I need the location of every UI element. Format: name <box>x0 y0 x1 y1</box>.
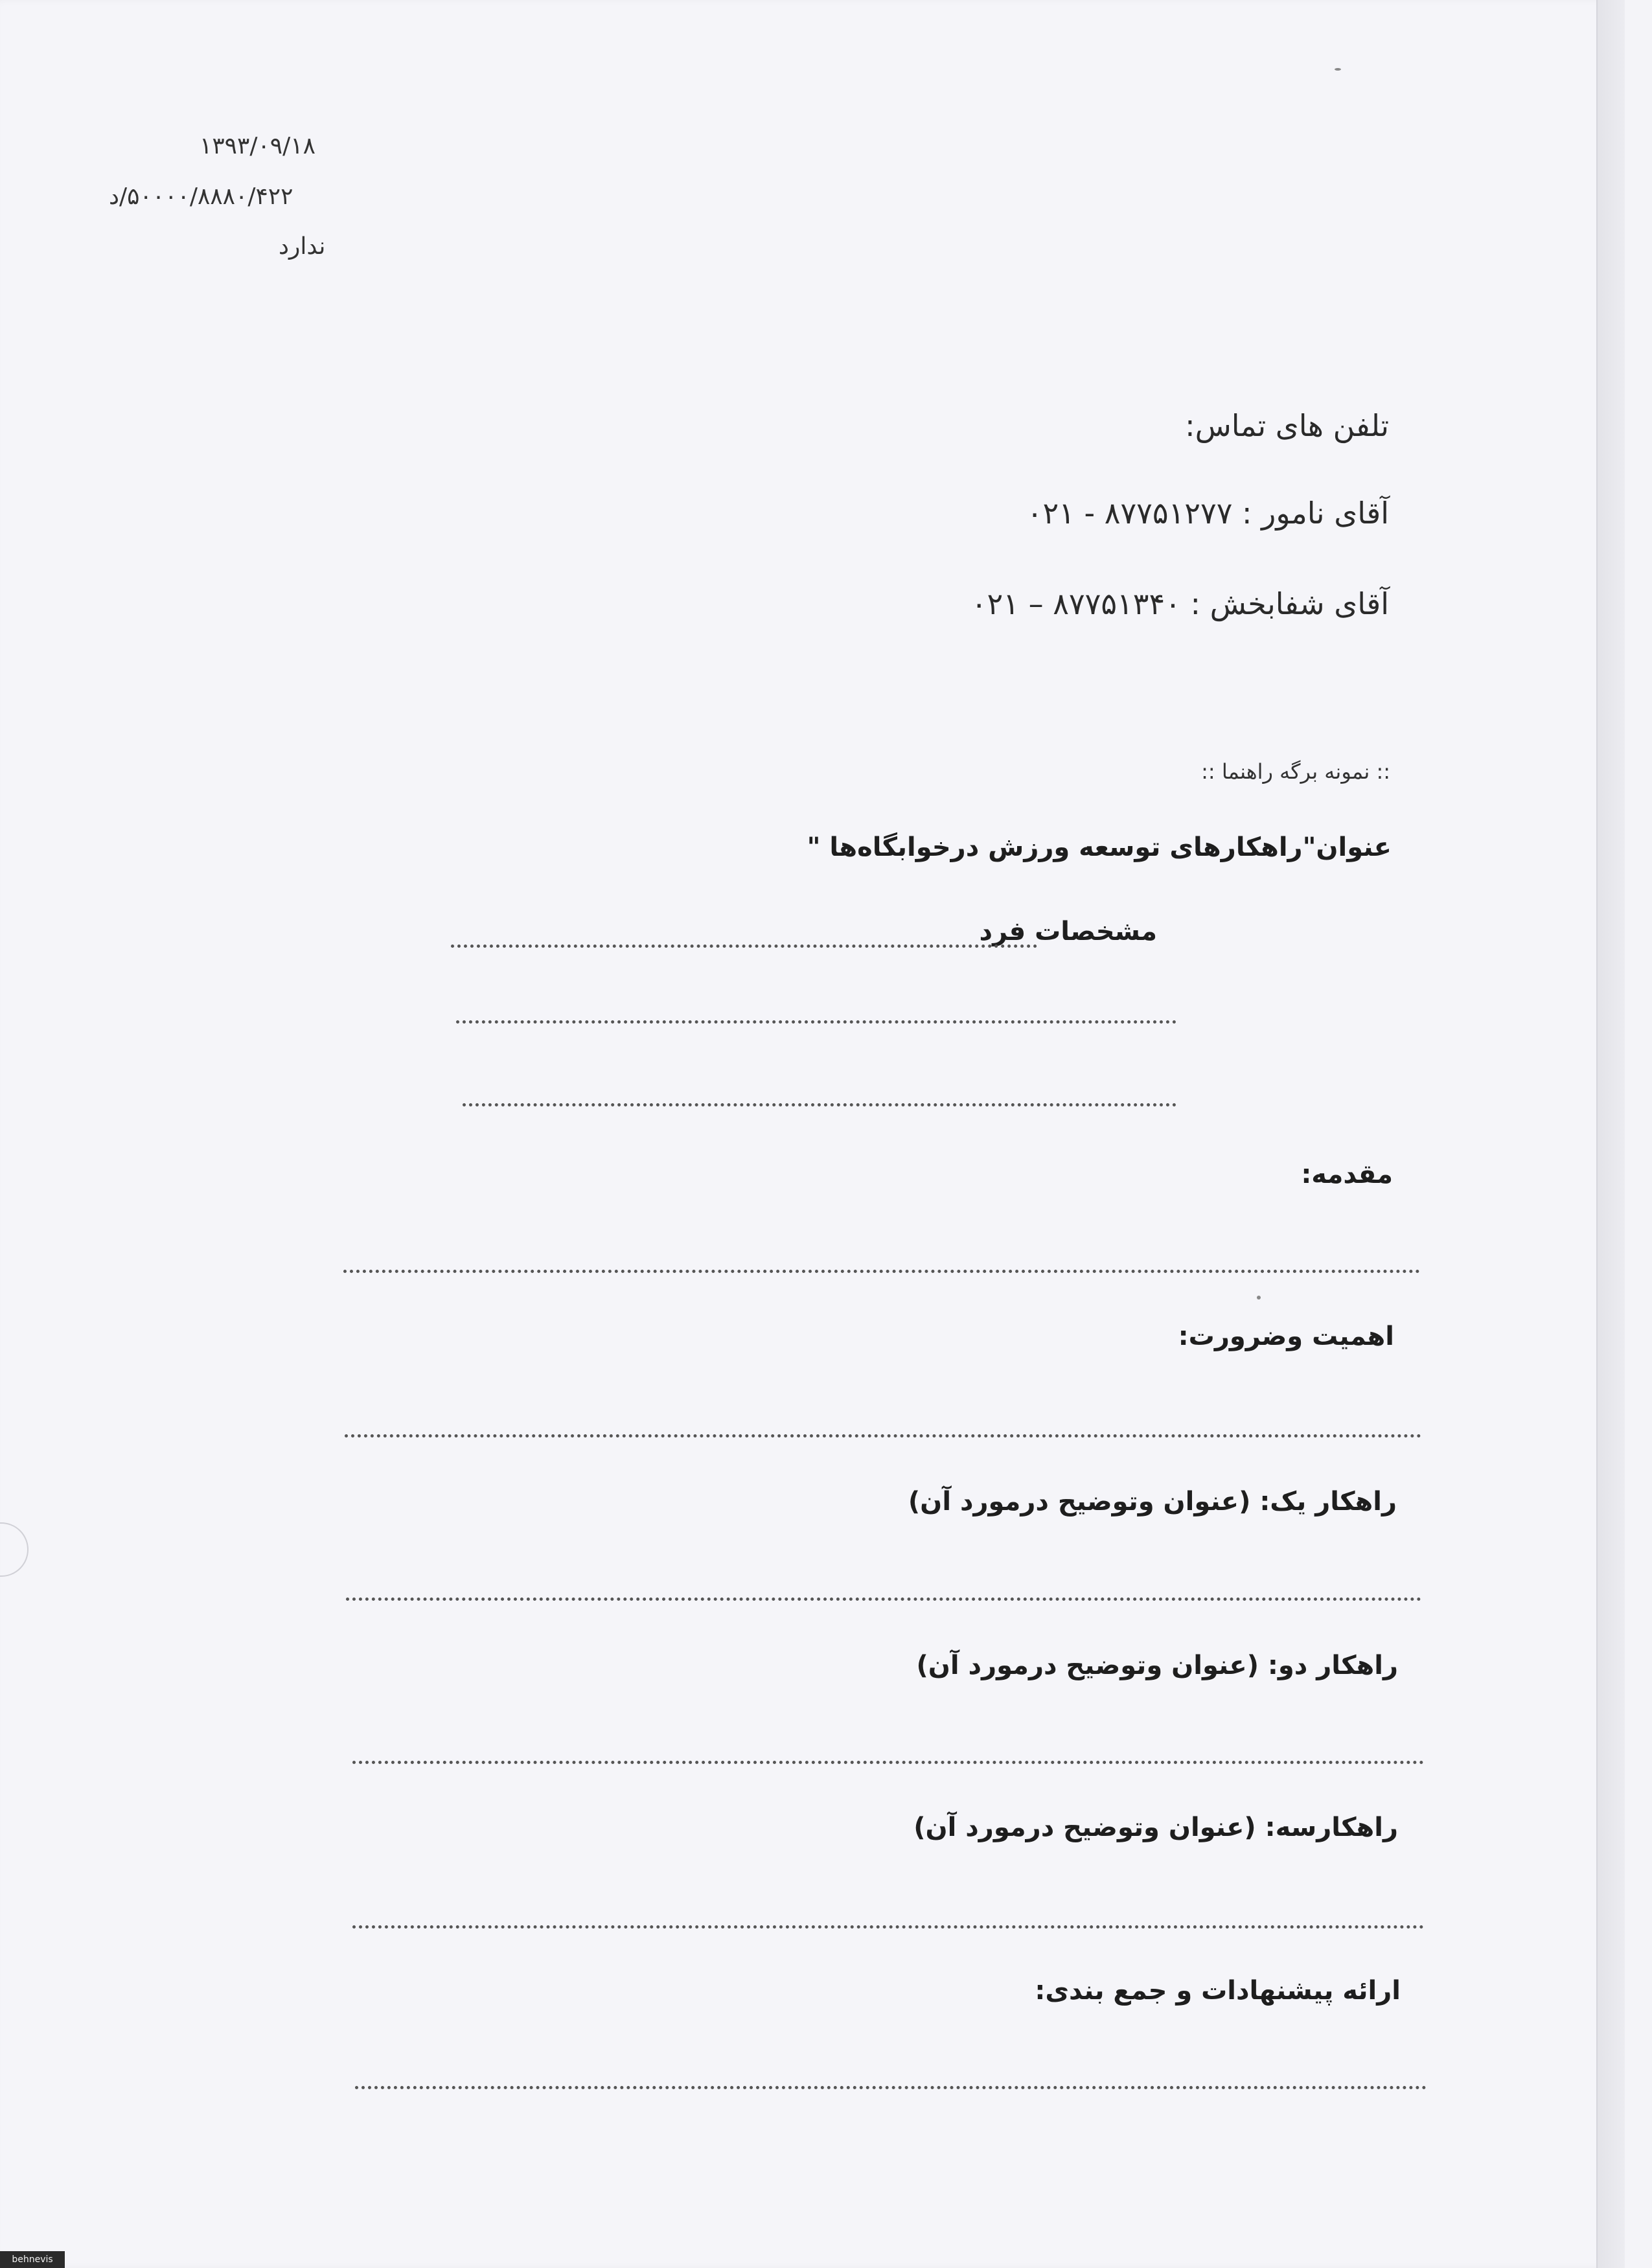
intro-line <box>343 1270 1420 1273</box>
solution-3-line <box>352 1925 1424 1929</box>
letter-date: ۱۳۹۳/۰۹/۱۸ <box>200 133 315 159</box>
scan-speck <box>1335 68 1341 71</box>
personal-info-line-3 <box>463 1103 1176 1106</box>
personal-info-label: مشخصات فرد <box>979 917 1157 946</box>
solution-3-label: راهکارسه: (عنوان وتوضیح درمورد آن) <box>913 1813 1398 1842</box>
letter-attachment: ندارد <box>279 233 326 260</box>
form-title: عنوان"راهکارهای توسعه ورزش درخوابگاه‌ها " <box>807 832 1392 862</box>
importance-line <box>345 1434 1421 1438</box>
intro-label: مقدمه: <box>1301 1160 1393 1189</box>
letter-number: ۵۰۰۰۰/۸۸۸۰/۴۲۲/د <box>109 183 293 210</box>
scan-speck <box>1257 1296 1261 1300</box>
paper-edge <box>1596 0 1625 2268</box>
solution-2-line <box>352 1761 1424 1764</box>
conclusion-label: ارائه پیشنهادات و جمع بندی: <box>1035 1976 1401 2006</box>
contacts-heading: تلفن های تماس: <box>1185 408 1389 443</box>
importance-label: اهمیت وضرورت: <box>1178 1322 1394 1351</box>
conclusion-line <box>355 2086 1427 2089</box>
contact-person-2: آقای شفابخش : ۸۷۷۵۱۳۴۰ – ۰۲۱ <box>970 586 1389 621</box>
personal-info-line-2 <box>456 1020 1176 1024</box>
watermark-logo: behnevis <box>0 2251 65 2268</box>
punch-hole-mark <box>0 1522 29 1577</box>
contact-person-1: آقای نامور : ۸۷۷۵۱۲۷۷ - ۰۲۱ <box>1026 496 1389 531</box>
solution-1-label: راهکار یک: (عنوان وتوضیح درمورد آن) <box>908 1487 1397 1517</box>
personal-info-line-1 <box>451 945 1037 948</box>
form-subtitle: :: نمونه برگه راهنما :: <box>1201 759 1390 784</box>
solution-2-label: راهکار دو: (عنوان وتوضیح درمورد آن) <box>916 1651 1398 1680</box>
solution-1-line <box>346 1598 1421 1601</box>
